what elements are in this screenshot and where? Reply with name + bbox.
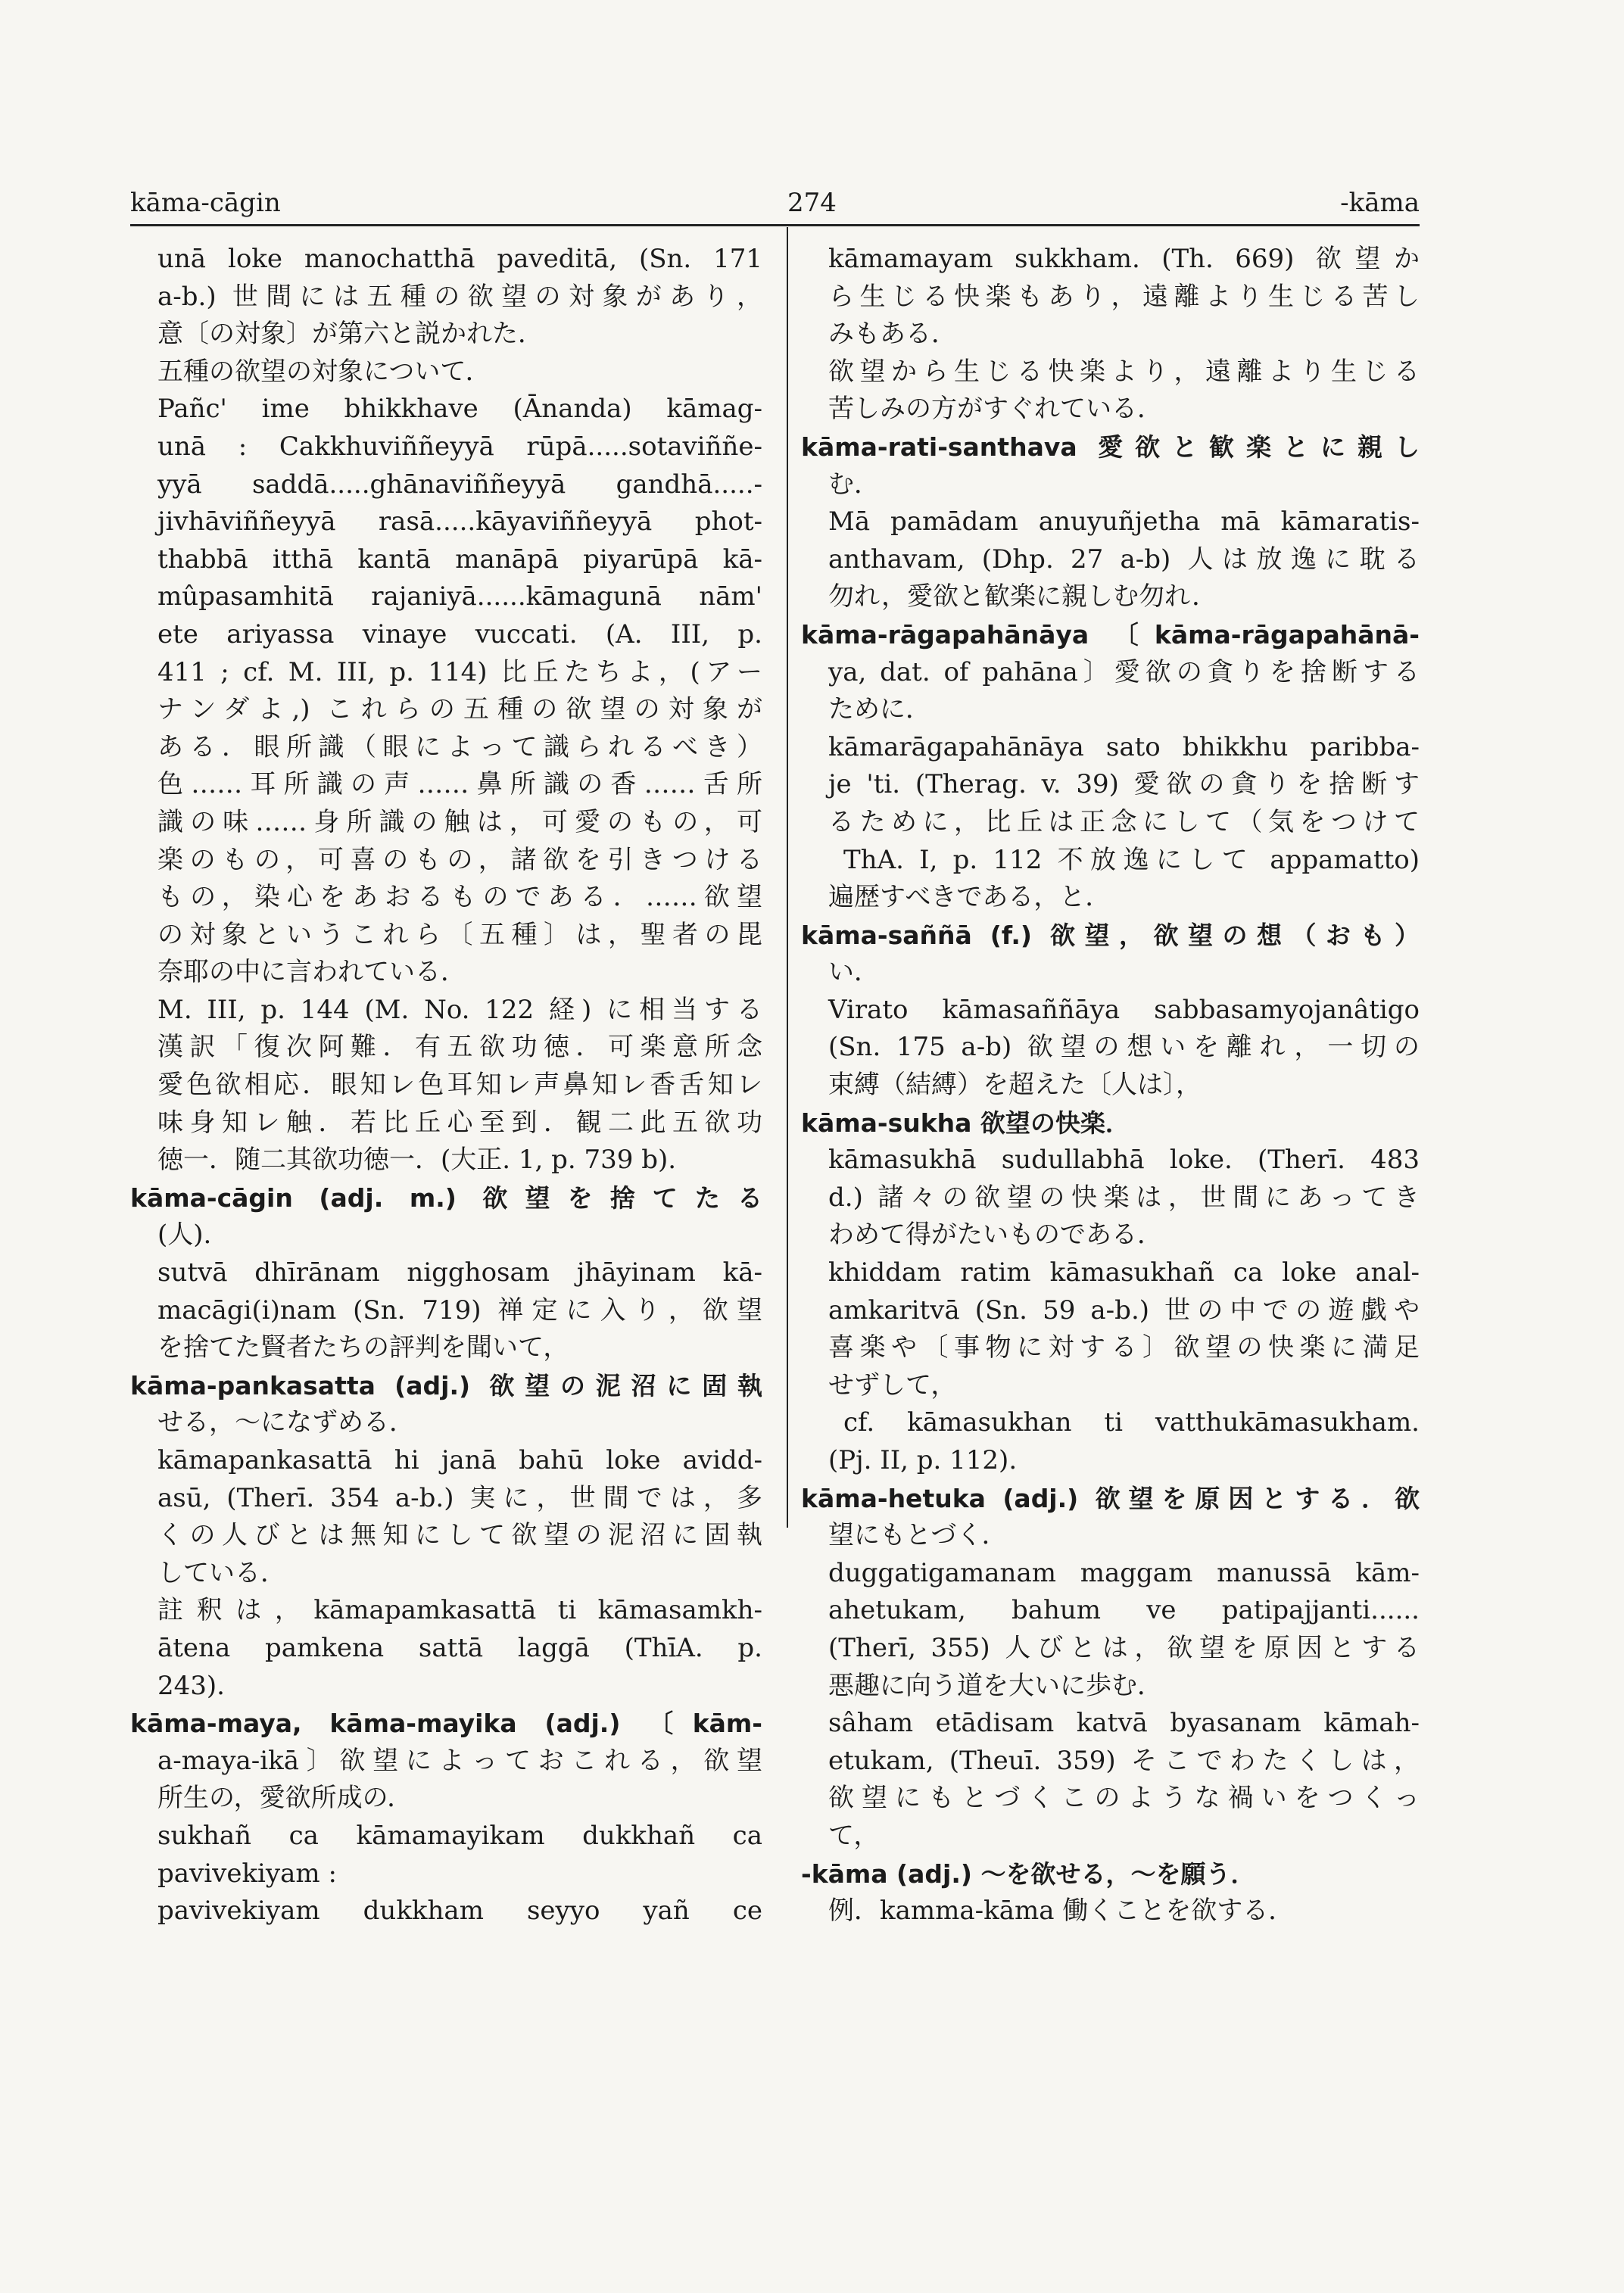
text-line: の対象というこれら〔五種〕は，聖者の毘 bbox=[157, 919, 762, 950]
text-line: 色……耳所識の声……鼻所識の香……舌所 bbox=[157, 769, 762, 800]
text-line: etukam, (Theuī. 359) そこでわたくしは， bbox=[828, 1745, 1420, 1776]
text-line: ete ariyassa vinaye vuccati. (A. III, p. bbox=[157, 618, 762, 650]
text-line: cf. kāmasukhan ti vatthukāmasukham. bbox=[843, 1407, 1420, 1438]
text-line: 勿れ，愛欲と歓楽に親しむ勿れ． bbox=[828, 581, 1218, 612]
text-line: ために． bbox=[828, 694, 931, 725]
text-line: M. III, p. 144 (M. No. 122 経) に相当する bbox=[157, 994, 762, 1025]
text-line: を捨てた賢者たちの評判を聞いて， bbox=[157, 1332, 569, 1363]
text-line: duggatigamanam maggam manussā kām- bbox=[828, 1557, 1420, 1588]
right-column bbox=[801, 241, 1420, 1930]
text-line: 苦しみの方がすぐれている． bbox=[828, 394, 1163, 425]
text-line: 望にもとづく． bbox=[828, 1520, 1008, 1551]
running-head-left: kāma-cāgin bbox=[130, 188, 281, 218]
entry-headword-line: kāma-rāgapahānāya 〔kāma-rāgapahānā- bbox=[801, 619, 1420, 650]
text-line: macāgi(i)nam (Sn. 719) 禅定に入り，欲望 bbox=[157, 1294, 762, 1326]
entry-headword-line: kāma-hetuka (adj.) 欲望を原因とする．欲 bbox=[801, 1483, 1420, 1513]
text-line: て， bbox=[828, 1820, 880, 1851]
text-line: pavivekiyam dukkham seyyo yañ ce bbox=[157, 1896, 762, 1927]
text-line: a-maya-ikā〕欲望によっておこれる，欲望 bbox=[157, 1745, 762, 1776]
text-line: む． bbox=[828, 469, 880, 500]
text-line: 註釈は，kāmapamkasattā ti kāmasamkh- bbox=[157, 1595, 762, 1626]
text-line: わめて得がたいものである． bbox=[828, 1220, 1163, 1251]
text-line: amkaritvā (Sn. 59 a-b.) 世の中での遊戯や bbox=[828, 1294, 1420, 1326]
text-line: 411 ; cf. M. III, p. 114) 比丘たちよ，(アー bbox=[157, 656, 762, 687]
text-line: (人). bbox=[157, 1220, 212, 1251]
text-line: ThA. I, p. 112 不放逸にして appamatto) bbox=[843, 844, 1420, 875]
text-line: (Therī, 355) 人びとは，欲望を原因とする bbox=[828, 1632, 1420, 1663]
text-line: 楽のもの，可喜のもの，諸欲を引きつける bbox=[157, 844, 762, 875]
text-line: 奈耶の中に言われている． bbox=[157, 957, 466, 988]
text-line: unā : Cakkhuviññeyyā rūpā.....sotaviññe- bbox=[157, 431, 762, 462]
text-line: 喜楽や〔事物に対する〕欲望の快楽に満足 bbox=[828, 1332, 1420, 1363]
text-line: ある．眼所識（眼によって識られるべき） bbox=[157, 731, 762, 762]
text-line: せずして， bbox=[828, 1369, 957, 1400]
entry-headword-line: kāma-cāgin (adj. m.) 欲望を捨てたる bbox=[130, 1182, 762, 1213]
entry-headword-line: kāma-maya, kāma-mayika (adj.) 〔kām- bbox=[130, 1709, 762, 1739]
column-divider bbox=[787, 227, 788, 1528]
text-line: 漢訳「復次阿難．有五欲功徳．可楽意所念 bbox=[157, 1032, 762, 1063]
text-line: thabbā itthā kantā manāpā piyarūpā kā- bbox=[157, 544, 762, 575]
text-line: je 'ti. (Therag. v. 39) 愛欲の貪りを捨断す bbox=[828, 769, 1420, 800]
text-line: kāmamayam sukkham. (Th. 669) 欲望か bbox=[828, 244, 1420, 274]
text-line: 欲望にもとづくこのような禍いをつくっ bbox=[828, 1783, 1420, 1814]
text-line: ahetukam, bahum ve patipajjanti...... bbox=[828, 1595, 1420, 1626]
text-line: るために，比丘は正念にして（気をつけて bbox=[828, 806, 1420, 837]
text-line: jivhāviññeyyā rasā.....kāyaviññeyyā phot- bbox=[157, 506, 762, 537]
text-line: (Sn. 175 a-b) 欲望の想いを離れ，一切の bbox=[828, 1032, 1420, 1063]
text-line: anthavam, (Dhp. 27 a-b) 人は放逸に耽る bbox=[828, 544, 1420, 575]
text-line: (Pj. II, p. 112). bbox=[828, 1445, 1018, 1475]
text-line: unā loke manochatthā paveditā, (Sn. 171 bbox=[157, 244, 762, 274]
page-number: 274 bbox=[787, 188, 837, 218]
entry-headword-line: kāma-pankasatta (adj.) 欲望の泥沼に固執 bbox=[130, 1370, 762, 1400]
text-line: ātena pamkena sattā laggā (ThīA. p. bbox=[157, 1632, 762, 1663]
text-line: 所生の，愛欲所成の． bbox=[157, 1783, 413, 1814]
text-line: kāmasukhā sudullabhā loke. (Therī. 483 bbox=[828, 1145, 1420, 1176]
left-column bbox=[130, 241, 762, 1930]
text-line: Pañc' ime bhikkhave (Ānanda) kāmag- bbox=[157, 394, 762, 425]
text-line: kāmapankasattā hi janā bahū loke avidd- bbox=[157, 1445, 762, 1475]
text-line: くの人びとは無知にして欲望の泥沼に固執 bbox=[157, 1520, 762, 1551]
text-line: 愛色欲相応．眼知レ色耳知レ声鼻知レ香舌知レ bbox=[157, 1070, 762, 1101]
text-line: ら生じる快楽もあり，遠離より生じる苦し bbox=[828, 281, 1420, 312]
text-line: 徳一．随二其欲功徳一．(大正. 1, p. 739 b). bbox=[157, 1145, 677, 1176]
text-line: d.) 諸々の欲望の快楽は，世間にあってき bbox=[828, 1182, 1420, 1213]
text-line: 意〔の対象〕が第六と説かれた． bbox=[157, 319, 544, 350]
text-line: mûpasamhitā rajaniyā......kāmagunā nām' bbox=[157, 581, 762, 612]
text-line: khiddam ratim kāmasukhañ ca loke anal- bbox=[828, 1257, 1420, 1288]
text-line: yyā saddā.....ghānaviññeyyā gandhā.....- bbox=[157, 469, 762, 500]
entry-headword-line: kāma-rati-santhava 愛欲と歓楽とに親し bbox=[801, 431, 1420, 462]
text-line: 束縛（結縛）を超えた〔人は〕， bbox=[828, 1070, 1202, 1101]
text-line: もの，染心をあおるものである．……欲望 bbox=[157, 882, 762, 913]
text-line: a-b.) 世間には五種の欲望の対象があり， bbox=[157, 281, 762, 312]
header-rule bbox=[130, 224, 1420, 226]
text-line: している． bbox=[157, 1557, 286, 1588]
text-line: 悪趣に向う道を大いに歩む． bbox=[828, 1670, 1163, 1701]
text-line: Virato kāmasaññāya sabbasamyojanâtigo bbox=[828, 994, 1420, 1025]
text-line: sutvā dhīrānam nigghosam jhāyinam kā- bbox=[157, 1257, 762, 1288]
running-head-right: -kāma bbox=[1340, 188, 1420, 218]
text-line: pavivekiyam : bbox=[157, 1858, 337, 1889]
text-line: asū, (Therī. 354 a-b.) 実に，世間では，多 bbox=[157, 1482, 762, 1513]
text-line: みもある． bbox=[828, 319, 957, 350]
text-line: い． bbox=[828, 957, 880, 988]
text-line: 識の味……身所識の触は，可愛のもの，可 bbox=[157, 806, 762, 837]
text-line: ナンダよ,) これらの五種の欲望の対象が bbox=[157, 694, 762, 725]
text-line: sâham etādisam katvā byasanam kāmah- bbox=[828, 1708, 1420, 1739]
entry-headword-line: kāma-sukha 欲望の快楽． bbox=[801, 1108, 1130, 1138]
text-line: 例．kamma-kāma 働くことを欲する． bbox=[828, 1896, 1295, 1927]
text-line: せる，〜になずめる． bbox=[157, 1407, 415, 1438]
text-line: ya, dat. of pahāna〕愛欲の貪りを捨断する bbox=[828, 656, 1420, 687]
text-line: 欲望から生じる快楽より，遠離より生じる bbox=[828, 356, 1420, 387]
text-line: kāmarāgapahānāya sato bhikkhu paribba- bbox=[828, 731, 1420, 762]
text-line: 遍歴すべきである，と． bbox=[828, 882, 1111, 913]
text-line: Mā pamādam anuyuñjetha mā kāmaratis- bbox=[828, 506, 1420, 537]
text-line: sukhañ ca kāmamayikam dukkhañ ca bbox=[157, 1820, 762, 1851]
entry-headword-line: kāma-saññā (f.) 欲望，欲望の想（おも） bbox=[801, 920, 1420, 950]
text-line: 味身知レ触．若比丘心至到．観二此五欲功 bbox=[157, 1107, 762, 1138]
entry-headword-line: -kāma (adj.) 〜を欲せる，〜を願う． bbox=[801, 1858, 1256, 1889]
text-line: 243). bbox=[157, 1670, 225, 1701]
text-line: 五種の欲望の対象について． bbox=[157, 356, 491, 387]
